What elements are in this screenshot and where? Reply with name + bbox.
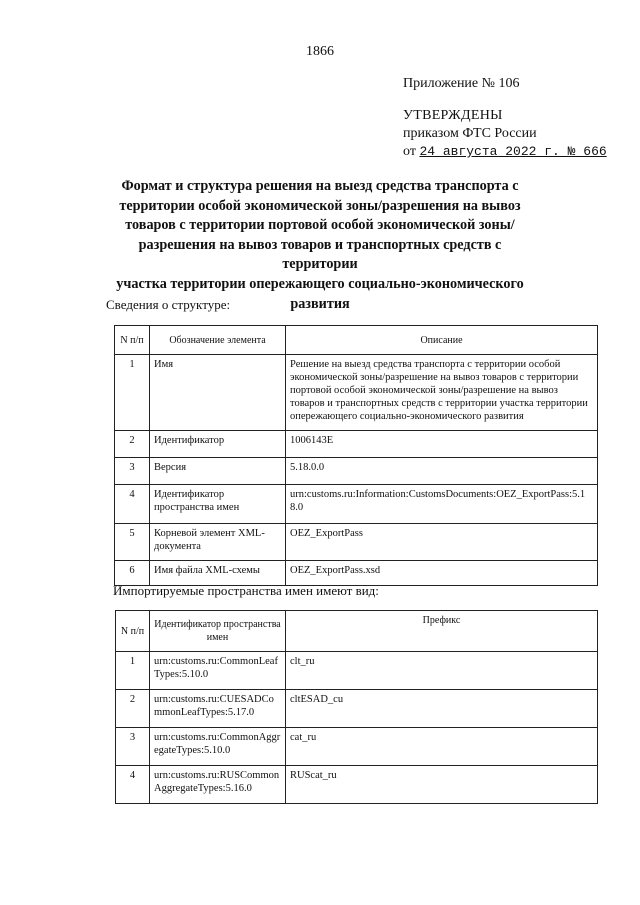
table-header-row	[115, 326, 598, 355]
namespace-id: urn:customs.ru:RUSCommonAggregateTypes:5.16.0	[150, 766, 286, 804]
column-header: Обозначение элемента	[150, 326, 286, 355]
column-header: Описание	[286, 326, 598, 355]
row-number: 2	[115, 431, 150, 458]
table-header-row	[116, 611, 598, 652]
column-header: N п/п	[115, 326, 150, 355]
table-row	[116, 652, 598, 690]
namespace-prefix: clt_ru	[286, 652, 598, 690]
table-row	[115, 355, 598, 431]
order-by-text: приказом ФТС России	[403, 126, 537, 141]
column-header: Идентификатор пространства имен	[150, 611, 286, 652]
order-date-value: 24 августа 2022 г. № 666	[419, 144, 607, 159]
element-description: OEZ_ExportPass.xsd	[286, 561, 598, 586]
element-description: Решение на выезд средства транспорта с территории особой экономической зоны/разрешение на вывоз товаров с территории портовой особой экономической зоны/разрешение на вывоз товаров и транспортных средств с территории участка территории опережающего социально-экономического развития	[286, 355, 598, 431]
element-name: Корневой элемент XML-документа	[150, 524, 286, 561]
row-number: 4	[115, 485, 150, 524]
namespaces-intro: Импортируемые пространства имен имеют вид:	[113, 583, 379, 598]
row-number: 1	[115, 355, 150, 431]
column-header: Префикс	[286, 611, 598, 652]
table-row	[115, 431, 598, 458]
table-row	[115, 561, 598, 586]
namespace-prefix: cltESAD_cu	[286, 690, 598, 728]
row-number: 4	[116, 766, 150, 804]
title-line: Формат и структура решения на выезд средства транспорта с	[121, 178, 519, 194]
element-name: Идентификатор пространства имен	[150, 485, 286, 524]
title-line: участка территории опережающего социально-экономического	[116, 275, 524, 292]
title-line: территории особой экономической зоны/разрешения на вывоз	[119, 197, 521, 214]
element-description: 5.18.0.0	[286, 458, 598, 485]
namespace-id: urn:customs.ru:CommonAggregateTypes:5.10.0	[150, 728, 286, 766]
element-name: Имя файла XML-схемы	[150, 561, 286, 586]
title-line: развития	[290, 295, 350, 312]
structure-table	[114, 325, 598, 586]
row-number: 3	[115, 458, 150, 485]
namespace-id: urn:customs.ru:CUESADCommonLeafTypes:5.17.0	[150, 690, 286, 728]
appendix-label: Приложение № 106	[403, 76, 520, 91]
element-name: Имя	[150, 355, 286, 431]
title-line: разрешения на вывоз товаров и транспортных средств с территории	[138, 236, 502, 273]
document-title	[100, 177, 540, 314]
namespace-prefix: cat_ru	[286, 728, 598, 766]
element-name: Версия	[150, 458, 286, 485]
column-header: N п/п	[116, 611, 150, 652]
table-row	[116, 728, 598, 766]
row-number: 2	[116, 690, 150, 728]
page-number: 1866	[306, 44, 334, 59]
namespace-id: urn:customs.ru:CommonLeafTypes:5.10.0	[150, 652, 286, 690]
table-row	[115, 458, 598, 485]
row-number: 5	[115, 524, 150, 561]
approved-heading: УТВЕРЖДЕНЫ	[403, 108, 503, 123]
element-description: OEZ_ExportPass	[286, 524, 598, 561]
order-date	[403, 144, 607, 160]
element-description: urn:customs.ru:Information:CustomsDocuments:OEZ_ExportPass:5.18.0	[286, 485, 598, 524]
row-number: 1	[116, 652, 150, 690]
table-row	[115, 524, 598, 561]
namespaces-table	[115, 610, 598, 804]
title-line: товаров с территории портовой особой экономической зоны/	[125, 217, 515, 234]
order-date-prefix: от	[403, 144, 416, 159]
table-row	[116, 690, 598, 728]
table-row	[116, 766, 598, 804]
structure-intro: Сведения о структуре:	[106, 297, 231, 312]
row-number: 6	[115, 561, 150, 586]
row-number: 3	[116, 728, 150, 766]
table-row	[115, 485, 598, 524]
element-description: 1006143E	[286, 431, 598, 458]
namespace-prefix: RUScat_ru	[286, 766, 598, 804]
element-name: Идентификатор	[150, 431, 286, 458]
